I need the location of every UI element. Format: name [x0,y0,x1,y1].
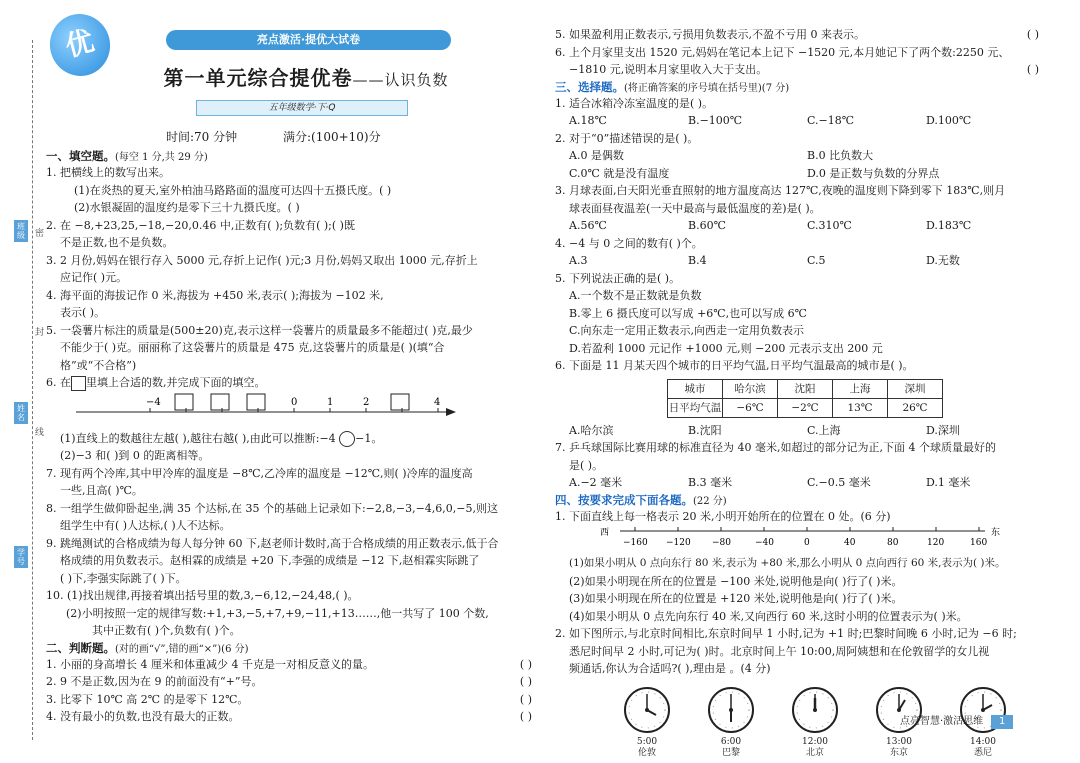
question-line: 应记作( )元。 [60,271,128,284]
page-footer [900,712,1013,729]
judge-item: 1. 小丽的身高增长 4 厘米和体重减少 4 千克是一对相反意义的量。 ( ) [46,657,532,671]
question-line: 7. 现有两个冷库,其中甲冷库的温度是 −8℃,乙冷库的温度是 −12℃,则( )冷库的温度高 [46,466,473,480]
judge-item: 3. 比零下 10℃ 高 2℃ 的是零下 12℃。 ( ) [46,692,532,706]
mc-option: A.一个数不是正数就是负数 [569,289,702,302]
question-line: (1)直线上的数越往左越( ),越往右越( ),由此可以推断:−4 −1。 [60,431,383,445]
mc-options: A.哈尔滨 B.沈阳 C.上海 D.深圳 [569,423,960,437]
tick-label: 160 [970,538,988,548]
clock: 13:00 东京 [875,686,923,759]
mc-question: 球表面昼夜温差(一天中最高与最低温度的差)是( )。 [569,201,821,215]
left-column [46,0,538,726]
tick-label: 0 [291,396,298,408]
mc-options: A.0 是偶数 B.0 比负数大 [569,149,874,162]
mc-options: A.3 B.4 C.5 D.无数 [569,254,960,267]
section-title: 三、选择题。(将正确答案的序号填在括号里)(7 分) [555,79,790,94]
section-title: 四、按要求完成下面各题。(22 分) [555,492,727,507]
question-line: 1. 把横线上的数写出来。 [46,166,170,179]
section-title: 二、判断题。(对的画“√”,错的画“×”)(6 分) [46,640,249,655]
question-line: 9. 跳绳测试的合格成绩为每人每分钟 60 下,赵老师计数时,高于合格成绩的用正数表示,低于合 [46,536,499,550]
answer-box[interactable] [211,394,229,410]
tick-label: 4 [434,396,441,408]
seal-char: 线 [35,428,45,438]
clock-icon [707,686,755,734]
footer-brand: 点亮智慧·激活思维 [900,716,984,727]
mc-question: 7. 乒乓球国际比赛用球的标准直径为 40 毫米,如超过的部分记为正,下面 4 个球质量最好的 [555,441,996,454]
mc-option: D.若盈利 1000 元记作 +1000 元,则 −200 元表示支出 200 元 [569,341,883,355]
mc-question: 5. 下列说法正确的是( )。 [555,271,681,285]
question-line: 5. 一袋薯片标注的质量是(500±20)克,表示这样一袋薯片的质量最多不能超过( )克,最少 [46,323,473,337]
mc-question: 1. 适合冰箱冷冻室温度的是( )。 [555,96,714,110]
mc-options: A.56℃ B.60℃ C.310℃ D.183℃ [569,219,972,232]
tick-label: −40 [755,538,774,548]
mc-question: 3. 月球表面,白天阳光垂直照射的地方温度高达 127℃,夜晚的温度则下降到零下 183℃,则月 [555,184,1006,197]
seal-char: 封 [35,328,45,338]
tick-label: 2 [363,396,370,408]
number-line [46,392,516,426]
name-tag: 姓名 [14,402,28,424]
tick-label: 120 [927,538,945,548]
answer-box[interactable] [247,394,265,410]
mc-options: A.18℃ B.−100℃ C.−18℃ D.100℃ [569,114,972,127]
tick-label: 0 [804,538,810,548]
judge-item: 6. 上个月家里支出 1520 元,妈妈在笔记本上记下 −1520 元,本月她记下了两个数:2250 元、 [555,45,1010,59]
question-line: 2. 在 −8,+23,25,−18,−20,0.46 中,正数有( );负数有( );( )既 [46,218,355,232]
time-score: 时间:70 分钟 满分:(100+10)分 [166,130,381,144]
number-tag: 学号 [14,546,28,568]
tick-label: −4 [146,396,161,408]
question-line: ( )下,李强实际跳了( )下。 [60,571,187,585]
temperature-table: 城市 哈尔滨 沈阳 上海 深圳 日平均气温 −6℃ −2℃ 13℃ 26℃ [667,379,943,418]
clock: 5:00 伦敦 [623,686,671,759]
paper-title: 第一单元综合提优卷——认识负数 [163,66,449,90]
question-line: 表示( )。 [60,306,106,319]
judge-item: 5. 如果盈利用正数表示,亏损用负数表示,不盈不亏用 0 来表示。 ( ) [555,28,1039,41]
seal-char: 密 [35,229,45,239]
clock: 14:00 悉尼 [959,686,1007,759]
question-line: 1. 下面直线上每一格表示 20 米,小明开始所在的位置在 0 处。(6 分) [555,509,891,523]
question-line: 6. 在 里填上合适的数,并完成下面的填空。 [46,376,266,389]
clock: 6:00 巴黎 [707,686,755,759]
question-line: 其中正数有( )个,负数有( )个。 [92,624,241,637]
judge-item: 2. 9 不是正数,因为在 9 的前面没有“+”号。 ( ) [46,675,532,688]
question-line: 3. 2 月份,妈妈在银行存入 5000 元,存折上记作( )元;3 月份,妈妈又取出 1000 元,存折上 [46,253,478,267]
question-line: 不能少于( )克。丽丽称了这袋薯片的质量是 475 克,这袋薯片的质量是( )(填“合 [60,341,445,354]
question-line: (4)如果小明从 0 点先向东行 40 米,又向西行 60 米,这时小明的位置表示为( )米。 [569,609,968,623]
direction-number-line [555,525,1025,551]
question-line: (3)如果小明现在所在的位置是 +120 米处,说明他是向( )行了( )米。 [569,592,903,605]
section-title: 一、填空题。(每空 1 分,共 29 分) [46,149,208,163]
question-line: (1)如果小明从 0 点向东行 80 米,表示为 +80 米,那么小明从 0 点向西行 60 米,表示为( )米。 [569,557,1006,569]
west-label: 西 [600,528,610,538]
badge-icon: 优 [43,7,117,82]
question-line: 不是正数,也不是负数。 [60,236,174,249]
answer-box[interactable] [175,394,193,410]
tick-label: 40 [844,538,856,548]
question-line: 10. (1)找出规律,再接着填出括号里的数,3,−6,12,−24,48,( )。 [46,589,359,602]
question-line: 格”或“不合格”) [60,358,137,372]
grade-label: 五年级数学·下·Q [196,100,408,116]
question-line: 2. 如下图所示,与北京时间相比,东京时间早 1 小时,记为 +1 时;巴黎时间晚 6 小时,记为 −6 时; [555,627,1017,640]
clock-icon [623,686,671,734]
question-line: 格成绩的用负数表示。赵相霖的成绩是 +20 下,李强的成绩是 −12 下,赵相霖实际跳了 [60,554,480,567]
series-banner: 亮点激活·提优大试卷 [166,30,451,50]
tick-label: −80 [712,538,731,548]
question-line: 频通话,你认为合适吗?( ),理由是 。(4 分) [569,662,771,675]
tick-label: −160 [623,538,648,548]
compare-circle[interactable] [339,431,355,447]
clock-icon [791,686,839,734]
mc-options: C.0℃ 就是没有温度 D.0 是正数与负数的分界点 [569,166,940,180]
judge-item: −1810 元,说明本月家里收入大于支出。 ( ) [569,63,1039,76]
mc-option: C.向东走一定用正数表示,向西走一定用负数表示 [569,324,805,337]
east-label: 东 [991,528,1001,538]
judge-item: 4. 没有最小的负数,也没有最大的正数。 ( ) [46,710,532,723]
question-line: (1)在炎热的夏天,室外柏油马路路面的温度可达四十五摄氏度。( ) [74,183,392,197]
question-line: 悉尼时间早 2 小时,可记为( )时。北京时间上午 10:00,周阿姨想和在伦敦留学的女儿视 [569,644,990,658]
question-line: 4. 海平面的海拔记作 0 米,海拔为 +450 米,表示( );海拔为 −102 米, [46,288,384,302]
answer-box[interactable] [71,376,86,391]
question-line: (2)水银凝固的温度约是零下三十九摄氏度。( ) [74,201,300,214]
mc-question: 6. 下面是 11 月某天四个城市的日平均气温,日平均气温最高的城市是( )。 [555,359,914,372]
question-line: 组学生中有( )人达标,( )人不达标。 [60,519,231,532]
mc-question: 是( )。 [569,458,604,472]
question-line: (2)−3 和( )到 0 的距离相等。 [60,449,210,462]
question-line: (2)如果小明现在所在的位置是 −100 米处,说明他是向( )行了( )米。 [569,574,903,588]
question-line: (2)小明按照一定的规律写数:+1,+3,−5,+7,+9,−11,+13……,他一共写了 100 个数, [66,606,489,620]
right-column [555,26,1045,759]
question-line: 一些,且高( )℃。 [60,484,143,497]
paper-header [46,0,538,148]
mc-options: A.−2 毫米 B.3 毫米 C.−0.5 毫米 D.1 毫米 [569,476,971,489]
binding-margin [14,40,45,740]
question-line: 8. 一组学生做仰卧起坐,满 35 个达标,在 35 个的基础上记录如下:−2,8,−3,−4,6,0,−5,则这 [46,501,499,515]
page-number: 1 [991,715,1013,729]
clock: 12:00 北京 [791,686,839,759]
tick-label: 1 [327,396,334,408]
tick-label: 80 [887,538,899,548]
tick-label: −120 [666,538,691,548]
mc-option: B.零上 6 摄氏度可以写成 +6℃,也可以写成 6℃ [569,306,807,320]
answer-box[interactable] [391,394,409,410]
mc-question: 2. 对于“0”描述错误的是( )。 [555,131,699,145]
class-tag: 班级 [14,220,28,242]
mc-question: 4. −4 与 0 之间的数有( )个。 [555,236,703,250]
